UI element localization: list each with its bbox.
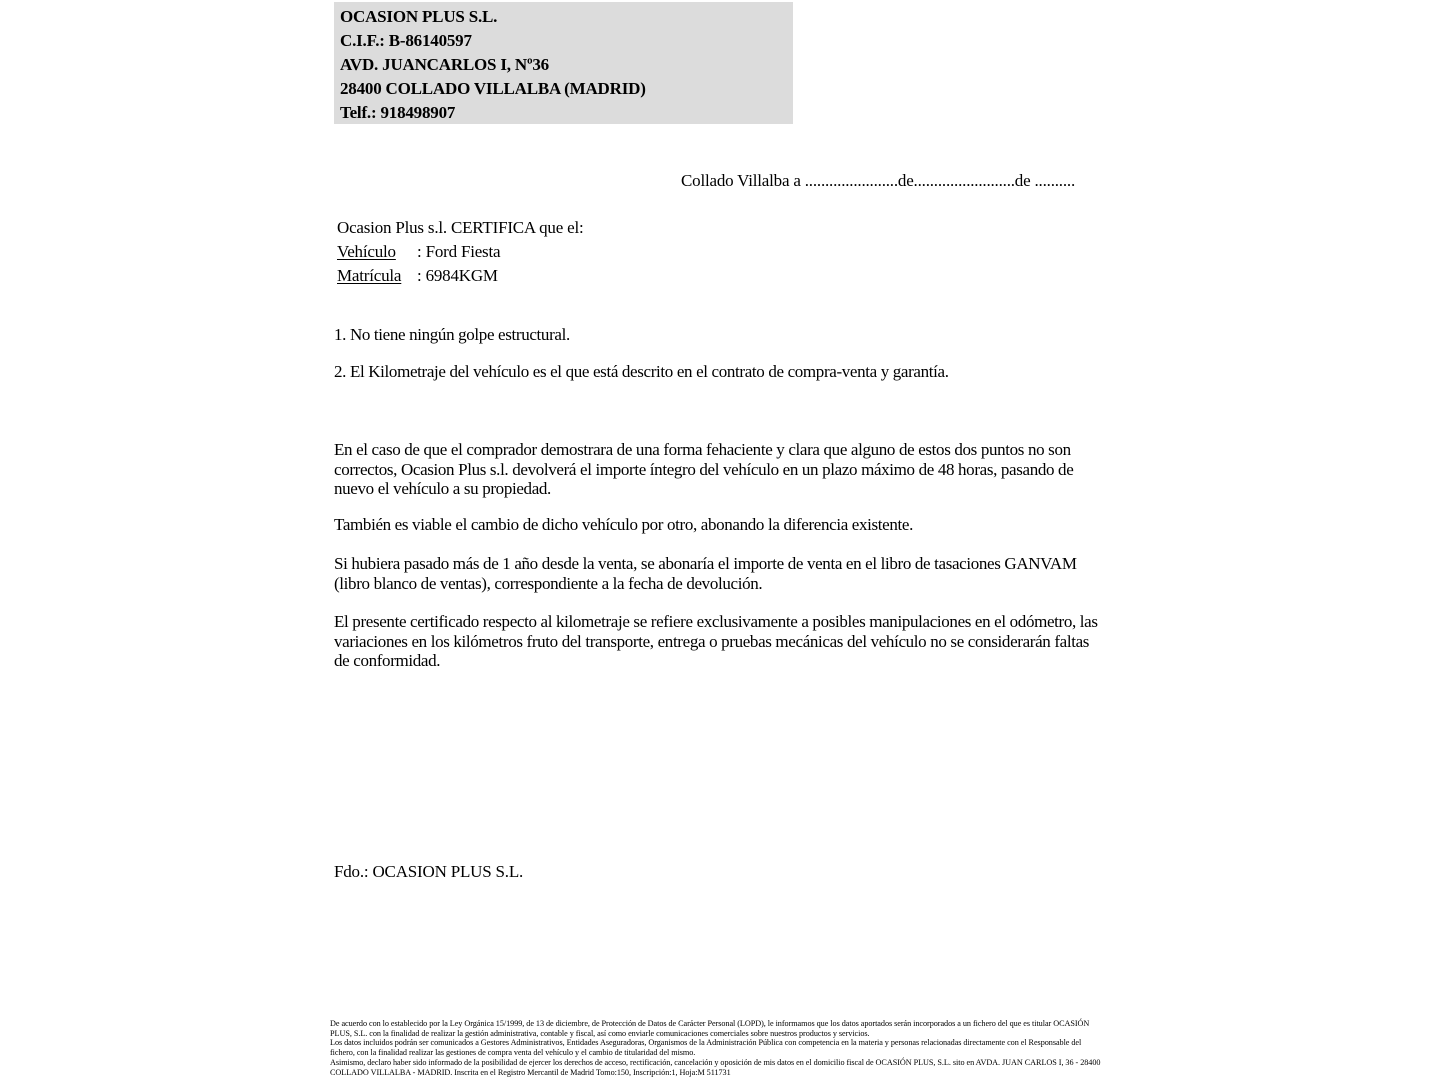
paragraph-ganvam-valuation: Si hubiera pasado más de 1 año desde la venta, se abonaría el importe de venta en el libro de tasaciones GANVAM (libro blanco de ventas), correspondiente a la fecha de devolución. [334,554,1077,593]
company-phone: Telf.: 918498907 [340,103,456,122]
company-header-box [334,2,793,124]
paragraph-refund-terms: En el caso de que el comprador demostrara de una forma fehaciente y clara que alguno de estos dos puntos no son correctos, Ocasion Plus s.l. devolverá el importe íntegro del vehículo en un plazo máximo de 48 horas, pasando de nuevo el vehículo a su propiedad. [334,440,1074,499]
vehicle-row [337,240,584,264]
date-fill-in-line: Collado Villalba a .......................de.........................de .......... [681,171,1075,190]
plate-row [337,264,584,288]
vehicle-label: Vehículo [337,242,396,261]
company-city: 28400 COLLADO VILLALBA (MADRID) [340,79,646,98]
legal-paragraph-lopd: De acuerdo con lo establecido por la Ley Orgánica 15/1999, de 13 de diciembre, de Protección de Datos de Carácter Personal (LOPD), le informamos que los datos aportados serán incorporados a un fichero del que es titular OCASIÓN PLUS, S.L. con la finalidad de realizar la gestión administrativa, contable y fiscal, así como enviarle comunicaciones comerciales sobre nuestros productos y servicios. [330,1019,1090,1038]
plate-value: : 6984KGM [417,266,498,285]
certification-intro: Ocasion Plus s.l. CERTIFICA que el: [337,218,584,237]
company-name: OCASION PLUS S.L. [340,7,498,26]
company-address: AVD. JUANCARLOS I, Nº36 [340,55,549,74]
signature-line: Fdo.: OCASION PLUS S.L. [334,862,524,881]
certification-block [337,216,584,288]
certificate-point-2: 2. El Kilometraje del vehículo es el que está descrito en el contrato de compra-venta y garantía. [334,362,949,381]
paragraph-odometer-disclaimer: El presente certificado respecto al kilometraje se refiere exclusivamente a posibles manipulaciones en el odómetro, las variaciones en los kilómetros fruto del transporte, entrega o pruebas mecánicas del vehículo no se considerarán faltas de conformidad. [334,612,1098,671]
certificate-point-1: 1. No tiene ningún golpe estructural. [334,325,570,344]
vehicle-value: : Ford Fiesta [417,242,501,261]
plate-label: Matrícula [337,266,402,285]
legal-fine-print [330,1019,1102,1077]
paragraph-exchange-option: También es viable el cambio de dicho vehículo por otro, abonando la diferencia existente. [334,515,913,534]
company-cif: C.I.F.: B-86140597 [340,31,472,50]
legal-paragraph-data-sharing: Los datos incluidos podrán ser comunicados a Gestores Administrativos, Entidades Aseguradoras, Organismos de la Administración Pública con competencia en la materia y personas relacionadas directamente con el Responsable del fichero, con la finalidad realizar las gestiones de compra venta del vehículo y el cambio de titularidad del mismo. [330,1038,1082,1058]
legal-paragraph-rights: Asimismo, declaro haber sido informado de la posibilidad de ejercer los derechos de acceso, rectificación, cancelación y oposición de mis datos en el domicilio fiscal de OCASIÓN PLUS, S.L. sito en AVDA. JUAN CARLOS I, 36 - 28400 COLLADO VILLALBA - MADRID. Inscrita en el Registro Mercantil de Madrid Tomo:150, Inscripción:1, Hoja:M 511731 [330,1057,1101,1077]
